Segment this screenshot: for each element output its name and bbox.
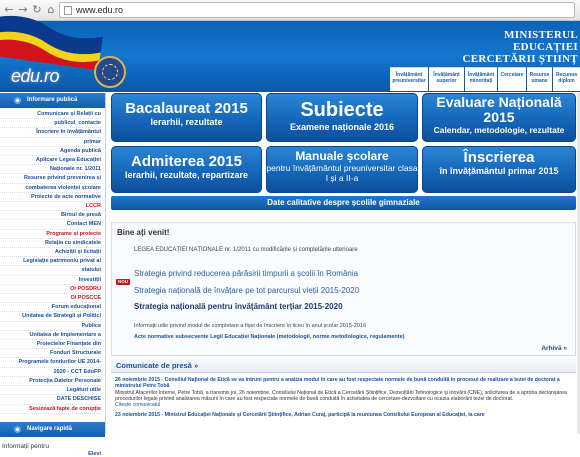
sidebar-item[interactable]: Forum educațional (0, 303, 101, 312)
press-section (111, 359, 576, 434)
sidebar-item[interactable]: statului (0, 266, 101, 275)
sidebar-header-navigare (0, 422, 105, 437)
nav-invatamant-minoritati[interactable]: Învățământ minoritați (465, 67, 497, 91)
sidebar-item[interactable]: Resurse privind prevenirea și (0, 174, 101, 183)
law-link[interactable]: LEGEA EDUCAȚIEI NAȚIONALE nr. 1/2011 cu modificările și completările ulterioare (134, 247, 358, 253)
press-headline[interactable]: 26 noiembrie 2015 - Consiliul Național de Etică se va întruni pentru a analiza modul în care au fost respectate normele de bună conduită în procesul de realizare a tezei de doctorat a ministrului Petre Tobă (115, 377, 560, 390)
nav-resurse-umane[interactable]: Resurse umane (527, 67, 552, 91)
ministry-seal-icon (94, 56, 126, 88)
tile-subtitle: pentru învățământul preuniversitar clasa I și a II-a (266, 163, 418, 183)
sidebar-header-label: Navigare rapidă (27, 425, 73, 432)
tile-subtitle: Examene naționale 2016 (289, 122, 395, 132)
tile-evaluare-nationala[interactable] (422, 93, 576, 142)
sidebar-item[interactable]: combaterea violenței școlare (0, 184, 101, 193)
sidebar-item[interactable]: Publice (0, 322, 101, 331)
strategy-link[interactable]: Strategia privind reducerea părăsirii timpurii a școlii în România (134, 269, 359, 278)
nav-invatamant-superior[interactable]: Învățământ superior (429, 67, 464, 91)
info-link[interactable]: Informații utile privind modul de completare a fișei de înscriere în liceu în anul școlar 2015-2016 (134, 323, 367, 329)
sidebar-item[interactable]: Programe și proiecte (0, 230, 101, 239)
nav-invatamant-preuniversitar[interactable]: Învățământ preuniversitar (390, 67, 428, 91)
ministry-title-line2: CERCETĂRII ȘTIINȚ (462, 53, 578, 65)
welcome-panel (111, 222, 576, 356)
sidebar-item[interactable]: Proiectelor Finanțate din (0, 340, 101, 349)
quick-nav-elevi[interactable]: Elevi (88, 450, 101, 457)
welcome-title: Bine ați venit! (117, 228, 170, 237)
browser-toolbar (0, 0, 580, 21)
tile-bacalaureat[interactable] (111, 93, 262, 142)
tile-inscrierea[interactable] (422, 146, 576, 193)
bullet-icon (14, 426, 21, 433)
quick-nav-subtitle: Informații pentru (2, 442, 49, 450)
sidebar-item[interactable]: Unitatea de Strategii și Politici (0, 312, 101, 321)
ministry-title-line1: MINISTERUL EDUCAȚIEI (504, 29, 578, 53)
sidebar-item[interactable]: Sesizează fapte de corupție (0, 405, 101, 414)
tile-title: Manuale școlare (295, 149, 389, 163)
sidebar-list (0, 108, 105, 414)
tile-subiecte[interactable] (266, 93, 418, 142)
tile-subtitle: Calendar, metodologie, rezultate (433, 125, 565, 135)
sidebar-item[interactable]: Unitatea de Implementare a (0, 331, 101, 340)
sidebar-item[interactable]: Fonduri Structurale (0, 349, 101, 358)
press-item (111, 373, 576, 408)
sidebar-item[interactable]: Relația cu sindicatele (0, 239, 101, 248)
sidebar-header-label: Informare publică (27, 97, 78, 103)
home-icon[interactable]: ⌂ (47, 3, 55, 16)
site-header (0, 21, 580, 92)
url-text[interactable]: www.edu.ro (76, 5, 124, 15)
sidebar-item[interactable]: Agenda publică (0, 147, 101, 156)
site-logo[interactable] (3, 23, 135, 88)
acte-normative-link[interactable]: Acte normative subsecvente Legii Educației Naționale (metodologii, norme metodologice, regulamente) (134, 334, 405, 340)
sidebar-item[interactable]: LCCR (0, 202, 101, 211)
tile-subtitle: în învățământul primar 2015 (439, 166, 559, 176)
sidebar-item[interactable]: Legislație patrimoniu privat al (0, 257, 101, 266)
sidebar-item[interactable]: Înscriere în învățământul (0, 128, 101, 137)
top-navigation (390, 67, 580, 91)
tile-title: Subiecte (300, 99, 384, 121)
sidebar-item[interactable]: Aplicare Legea Educației (0, 156, 101, 165)
press-headline[interactable]: 23 noiembrie 2015 - Ministrul Educației Naționale și Cercetării Științifice, Adrian Curaj, participă la reuniunea Consiliului European al Educației, la care (115, 412, 485, 419)
sidebar (0, 93, 106, 457)
sidebar-item[interactable]: Naționale nr. 1/2011 (0, 165, 101, 174)
sidebar-item[interactable]: Achiziții și licitații (0, 248, 101, 257)
sidebar-item[interactable]: publicul_contacte (0, 119, 101, 128)
tile-title: Înscrierea (463, 149, 535, 166)
sidebar-item[interactable]: primar (0, 138, 101, 147)
new-badge: NOU (118, 279, 128, 284)
tile-title: Bacalaureat 2015 (125, 100, 248, 117)
read-more-link[interactable]: Citește comunicatul (115, 402, 161, 409)
sidebar-item[interactable]: Proiecte de acte normative (0, 193, 101, 202)
tile-subtitle: Ierarhii, rezultate (150, 117, 223, 127)
tile-title: Admiterea 2015 (131, 153, 242, 170)
tile-subtitle: Ierarhii, rezultate, repartizare (124, 170, 249, 180)
reload-icon[interactable]: ↻ (32, 3, 42, 16)
logo-text[interactable]: edu.ro (11, 66, 60, 86)
sidebar-item[interactable]: 2020 - CCT EduFP (0, 368, 101, 377)
archive-link[interactable]: Arhivă » (541, 345, 567, 352)
arrow-left-icon[interactable]: ← (4, 3, 14, 16)
sidebar-item[interactable]: Contact MEN (0, 220, 101, 229)
page-icon (64, 6, 72, 15)
strategy-link[interactable]: Strategia națională pentru învățământ terțiar 2015-2020 (134, 302, 343, 311)
banner-date-calitative[interactable]: Date calitative despre școlile gimnaziale (111, 196, 576, 210)
sidebar-item[interactable]: Investiții (0, 276, 101, 285)
sidebar-item[interactable]: OI POSDRU (0, 285, 101, 294)
sidebar-item[interactable]: Comunicare și Relații cu (0, 110, 101, 119)
nav-recunoasterea-diplomelor[interactable]: Recunoa diplom (553, 67, 580, 91)
tile-title: Evaluare Națională 2015 (436, 94, 562, 125)
bullet-icon (14, 97, 21, 104)
sidebar-item[interactable]: Protecția Datelor Personale (0, 377, 101, 386)
press-item (111, 408, 576, 418)
address-bar[interactable] (59, 2, 575, 18)
sidebar-item[interactable]: DATE DESCHISE (0, 395, 101, 404)
press-title[interactable]: Comunicate de presă » (111, 359, 576, 373)
strategy-link[interactable]: Strategia națională de învățare pe tot parcursul vieții 2015-2020 (134, 286, 360, 295)
sidebar-header-informare (0, 93, 105, 108)
nav-cercetare[interactable]: Cercetare (498, 67, 526, 91)
sidebar-item[interactable]: Programele fondurilor UE 2014- (0, 358, 101, 367)
tile-admiterea[interactable] (111, 146, 262, 193)
press-text: Ministrul Afacerilor Interne, Petre Tobă, a transmis joi, 26 noiembrie, Consiliului Național de Etică a Cercetării Științifice, Dezvoltării Tehnologice și Inovării (CNE), solicitarea de a aproba declanșarea procedurilor legale privind analizarea măsurii în care au fost respectate normele de bună conduită în activitatea de cercetare-dezvoltare cu ocazia elaborării tezei de doctorat. (115, 389, 567, 402)
tile-manuale-scolare[interactable] (266, 146, 418, 193)
sidebar-item[interactable]: OI POSCCE (0, 294, 101, 303)
sidebar-item[interactable]: Legături utile (0, 386, 101, 395)
ministry-title (458, 29, 578, 65)
sidebar-item[interactable]: Biroul de presă (0, 211, 101, 220)
arrow-right-icon[interactable]: → (18, 3, 28, 16)
